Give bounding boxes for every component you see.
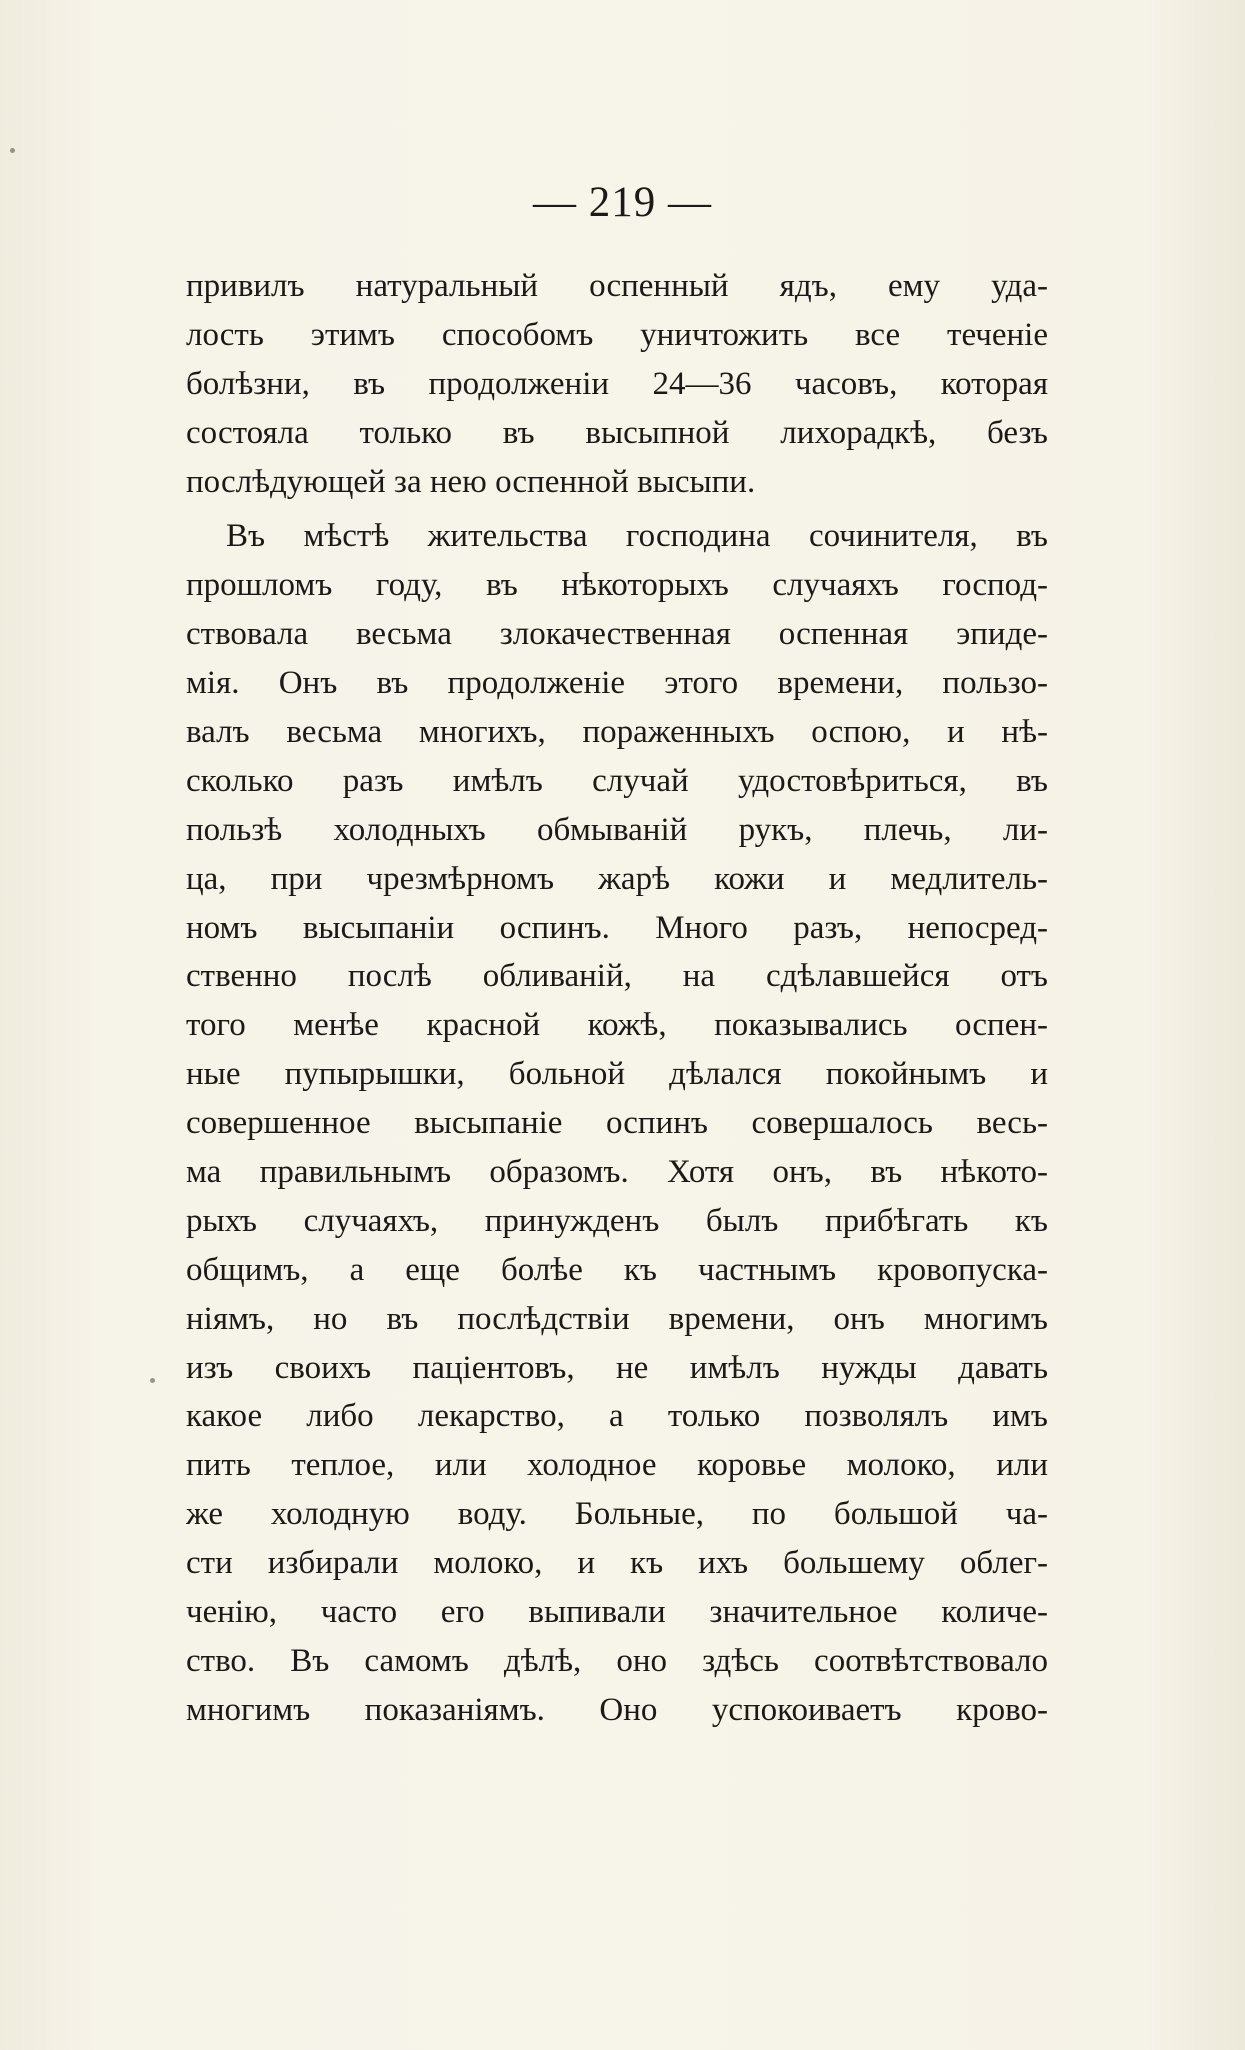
text-line: номъ высыпаніи оспинъ. Много разъ, непосред-: [186, 909, 1048, 946]
ink-speck: [150, 1378, 155, 1383]
text-line: ственно послѣ обливаній, на сдѣлавшейся отъ: [186, 958, 1048, 995]
text-line: послѣдующей за нею оспенной высыпи.: [186, 463, 756, 500]
text-line: ніямъ, но въ послѣдствіи времени, онъ многимъ: [186, 1300, 1048, 1337]
body-text: [186, 262, 1048, 1735]
text-line: многимъ показаніямъ. Оно успокоиваетъ крово-: [186, 1691, 1048, 1728]
text-line: ные пупырышки, больной дѣлался покойнымъ и: [186, 1056, 1048, 1093]
paragraph-1: [186, 262, 1048, 506]
text-line: изъ своихъ паціентовъ, не имѣлъ нужды давать: [186, 1349, 1048, 1386]
text-line: состояла только въ высыпной лихорадкѣ, безъ: [186, 414, 1048, 451]
text-line: Въ мѣстѣ жительства господина сочинителя, въ: [226, 518, 1048, 555]
text-line: сколько разъ имѣлъ случай удостовѣриться, въ: [186, 762, 1048, 799]
text-line: привилъ натуральный оспенный ядъ, ему уда-: [186, 268, 1048, 304]
text-line: мія. Онъ въ продолженіе этого времени, пользо-: [186, 665, 1048, 702]
page-number: — 219 —: [533, 179, 712, 226]
text-line: ма правильнымъ образомъ. Хотя онъ, въ нѣкото-: [186, 1154, 1048, 1191]
paragraph-2: [186, 512, 1048, 1734]
text-line: ченію, часто его выпивали значительное количе-: [186, 1594, 1048, 1631]
text-line: же холодную воду. Больные, по большой ча-: [186, 1496, 1048, 1533]
text-line: прошломъ году, въ нѣкоторыхъ случаяхъ господ-: [186, 567, 1048, 604]
text-line: какое либо лекарство, а только позволялъ имъ: [186, 1398, 1048, 1435]
text-line: того менѣе красной кожѣ, показывались оспен-: [186, 1007, 1048, 1044]
ink-speck: [10, 148, 15, 153]
text-line: пользѣ холодныхъ обмываній рукъ, плечь, ли-: [186, 811, 1048, 848]
text-line: болѣзни, въ продолженіи 24—36 часовъ, которая: [186, 365, 1048, 402]
text-line: ство. Въ самомъ дѣлѣ, оно здѣсь соотвѣтствовало: [186, 1642, 1048, 1679]
text-line: ца, при чрезмѣрномъ жарѣ кожи и медлитель-: [186, 860, 1048, 897]
text-line: лость этимъ способомъ уничтожить все теченіе: [186, 316, 1048, 353]
text-line: ствовала весьма злокачественная оспенная эпиде-: [186, 616, 1048, 653]
text-line: общимъ, а еще болѣе къ частнымъ кровопуска-: [186, 1251, 1048, 1288]
text-line: сти избирали молоко, и къ ихъ большему облег-: [186, 1545, 1048, 1582]
text-line: совершенное высыпаніе оспинъ совершалось весь-: [186, 1105, 1048, 1142]
text-line: валъ весьма многихъ, пораженныхъ оспою, и нѣ-: [186, 714, 1048, 751]
text-line: рыхъ случаяхъ, принужденъ былъ прибѣгать къ: [186, 1202, 1048, 1239]
text-line: пить теплое, или холодное коровье молоко, или: [186, 1447, 1048, 1484]
